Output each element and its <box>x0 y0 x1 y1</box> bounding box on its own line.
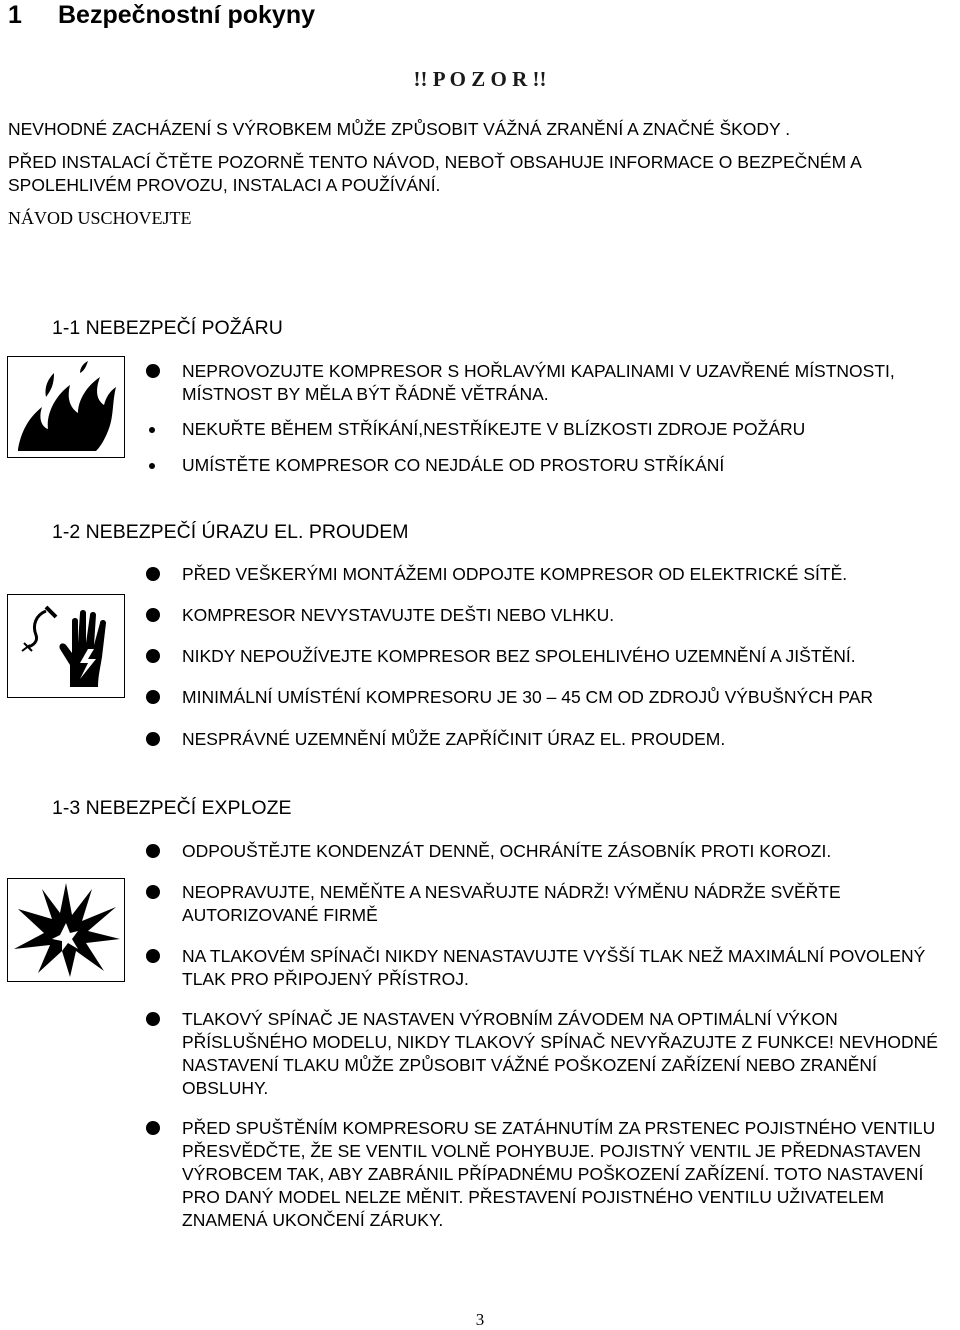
bullet-icon <box>146 608 160 622</box>
fire-item-1: NEPROVOZUJTE KOMPRESOR S HOŘLAVÝMI KAPALINAMI V UZAVŘENÉ MÍSTNOSTI, MÍSTNOST BY MĚLA BÝT ŘÁDNĚ VĚTRÁNA. <box>182 360 957 406</box>
bullet-icon <box>146 844 160 858</box>
intro-line-1: NEVHODNÉ ZACHÁZENÍ S VÝROBKEM MŮŽE ZPŮSOBIT VÁŽNÁ ZRANĚNÍ A ZNAČNÉ ŠKODY . <box>8 119 791 139</box>
bullet-icon <box>146 949 160 963</box>
bullet-icon <box>146 690 160 704</box>
warning-title: !! P O Z O R !! <box>413 67 547 91</box>
page-number: 3 <box>475 1310 485 1329</box>
chapter-heading <box>8 1 315 30</box>
explosion-item-1: ODPOUŠTĚJTE KONDENZÁT DENNĚ, OCHRÁNÍTE ZÁSOBNÍK PROTI KOROZI. <box>182 840 957 863</box>
bullet-icon <box>146 1012 160 1026</box>
fire-item-2: NEKUŘTE BĚHEM STŘÍKÁNÍ,NESTŘÍKEJTE V BLÍZKOSTI ZDROJE POŽÁRU <box>182 418 957 441</box>
bullet-icon <box>149 427 155 433</box>
keep-manual-note: NÁVOD USCHOVEJTE <box>8 208 192 228</box>
bullet-icon <box>146 732 160 746</box>
electric-item-1: PŘED VEŠKERÝMI MONTÁŽEMI ODPOJTE KOMPRESOR OD ELEKTRICKÉ SÍTĚ. <box>182 563 957 586</box>
bullet-icon <box>146 885 160 899</box>
section-title-fire: 1-1 NEBEZPEČÍ POŽÁRU <box>52 317 283 339</box>
explosion-item-2: NEOPRAVUJTE, NEMĚŇTE A NESVAŘUJTE NÁDRŽ! VÝMĚNU NÁDRŽE SVĚŘTE AUTORIZOVANÉ FIRMĚ <box>182 881 957 927</box>
fire-icon <box>7 356 125 458</box>
intro-line-2: PŘED INSTALACÍ ČTĚTE POZORNĚ TENTO NÁVOD, NEBOŤ OBSAHUJE INFORMACE O BEZPEČNÉM A SPOLEHLIVÉM PROVOZU, INSTALACI A POUŽÍVÁNÍ. <box>8 152 861 195</box>
section-title-electric: 1-2 NEBEZPEČÍ ÚRAZU EL. PROUDEM <box>52 521 409 543</box>
bullet-icon <box>149 463 155 469</box>
explosion-item-5: PŘED SPUŠTĚNÍM KOMPRESORU SE ZATÁHNUTÍM ZA PRSTENEC POJISTNÉHO VENTILU PŘESVĚDČTE, ŽE SE VENTIL VOLNĚ POHYBUJE. POJISTNÝ VENTIL JE PŘEDNASTAVEN VÝROBCEM TAK, ABY ZABRÁNIL PŘÍPADNÉMU POŠKOZENÍ ZAŘÍZENÍ. TOTO NASTAVENÍ PRO DANÝ MODEL NELZE MĚNIT. PŘESTAVENÍ POJISTNÉHO VENTILU UŽIVATELEM ZNAMENÁ UKONČENÍ ZÁRUKY. <box>182 1117 957 1232</box>
chapter-number: 1 <box>8 1 22 29</box>
fire-item-3: UMÍSTĚTE KOMPRESOR CO NEJDÁLE OD PROSTORU STŘÍKÁNÍ <box>182 454 957 477</box>
section-title-explosion: 1-3 NEBEZPEČÍ EXPLOZE <box>52 797 292 819</box>
chapter-title: Bezpečnostní pokyny <box>58 1 315 29</box>
bullet-icon <box>146 649 160 663</box>
explosion-item-4: TLAKOVÝ SPÍNAČ JE NASTAVEN VÝROBNÍM ZÁVODEM NA OPTIMÁLNÍ VÝKON PŘÍSLUŠNÉHO MODELU, NIKDY TLAKOVÝ SPÍNAČ NEVYŘAZUJTE Z FUNKCE! NEVHODNÉ NASTAVENÍ TLAKU MŮŽE ZPŮSOBIT VÁŽNÉ POŠKOZENÍ ZAŘÍZENÍ NEBO ZRANĚNÍ OBSLUHY. <box>182 1008 957 1100</box>
explosion-icon <box>7 878 125 982</box>
electric-shock-icon <box>7 594 125 698</box>
bullet-icon <box>146 1121 160 1135</box>
explosion-item-3: NA TLAKOVÉM SPÍNAČI NIKDY NENASTAVUJTE VYŠŠÍ TLAK NEŽ MAXIMÁLNÍ POVOLENÝ TLAK PRO PŘIPOJENÝ PŘÍSTROJ. <box>182 945 957 991</box>
bullet-icon <box>146 567 160 581</box>
electric-item-2: KOMPRESOR NEVYSTAVUJTE DEŠTI NEBO VLHKU. <box>182 604 957 627</box>
electric-item-4: MINIMÁLNÍ UMÍSTÉNÍ KOMPRESORU JE 30 – 45 CM OD ZDROJŮ VÝBUŠNÝCH PAR <box>182 686 957 709</box>
electric-item-3: NIKDY NEPOUŽÍVEJTE KOMPRESOR BEZ SPOLEHLIVÉHO UZEMNĚNÍ A JIŠTĚNÍ. <box>182 645 957 668</box>
electric-item-5: NESPRÁVNÉ UZEMNĚNÍ MŮŽE ZAPŘÍČINIT ÚRAZ EL. PROUDEM. <box>182 728 957 751</box>
intro-block <box>8 118 960 197</box>
bullet-icon <box>146 364 160 378</box>
